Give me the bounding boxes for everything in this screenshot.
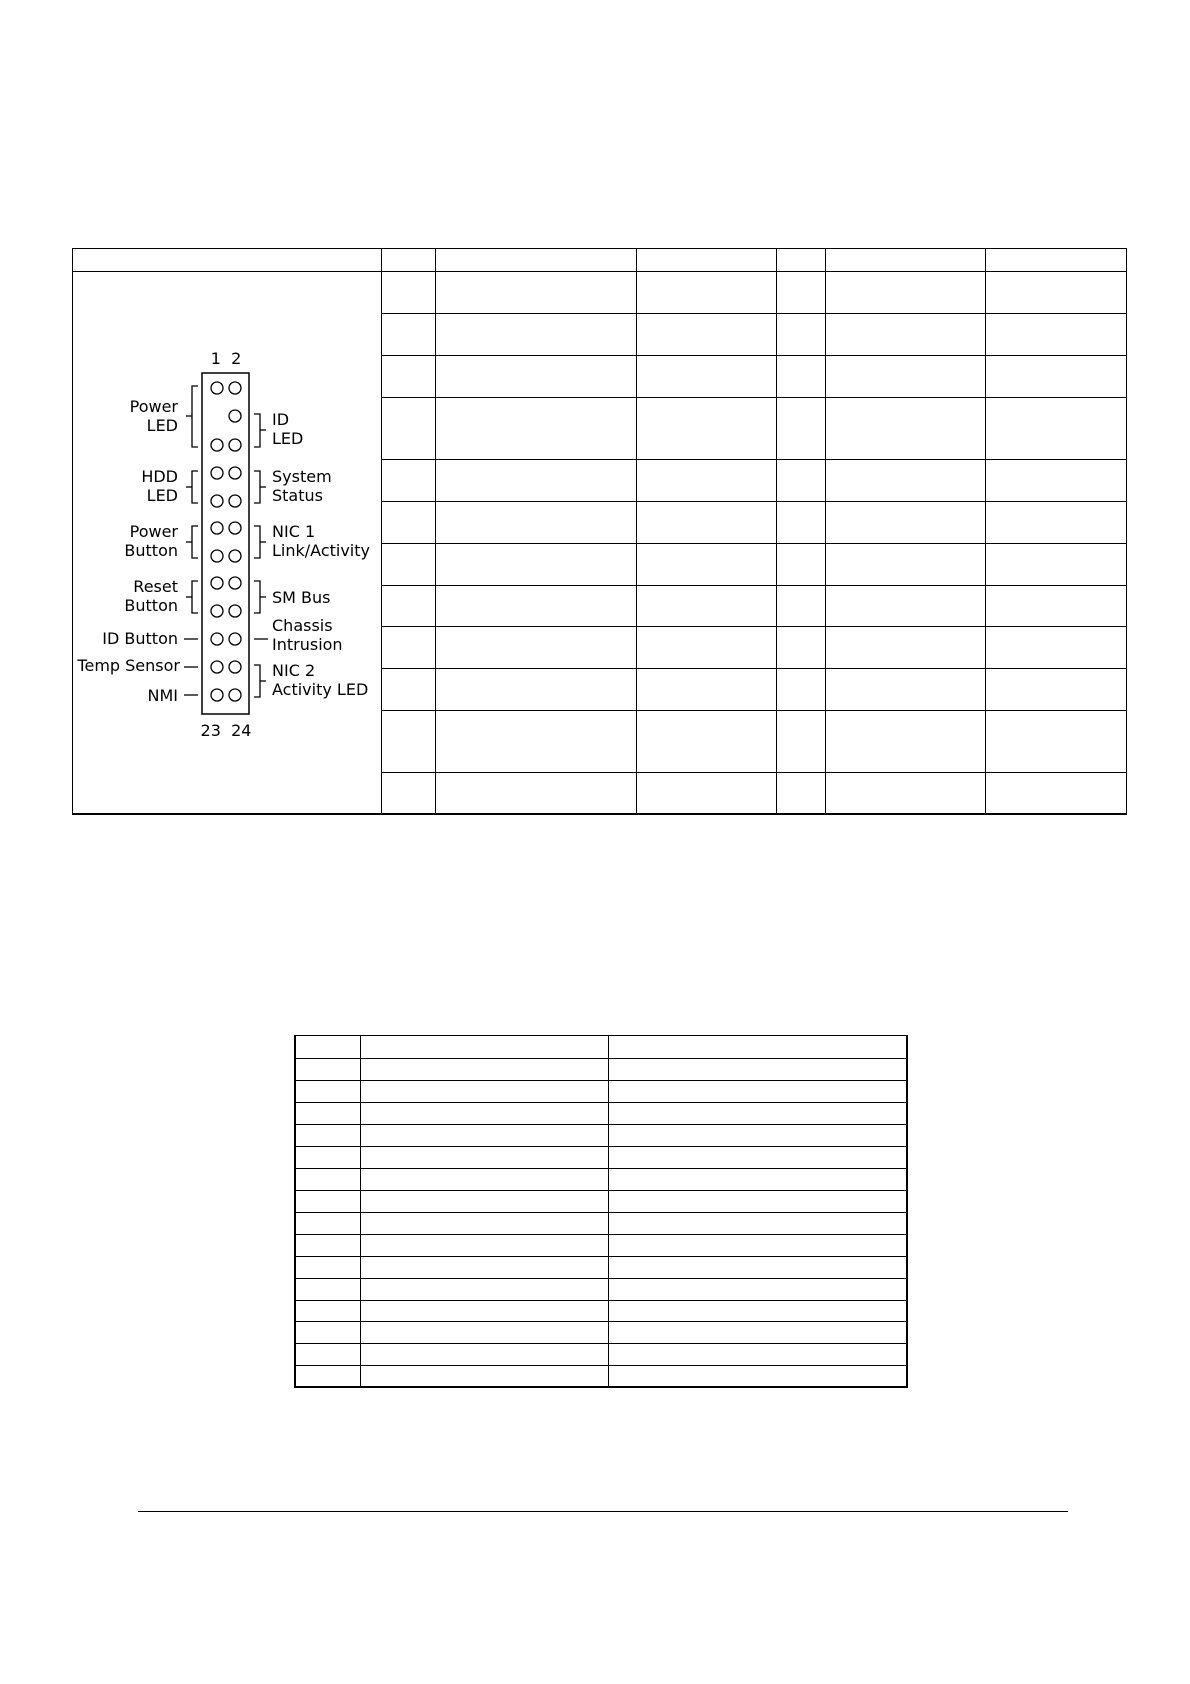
table2-row-divider [294, 1234, 907, 1235]
connector-pins [211, 382, 241, 701]
footer-rule [138, 1511, 1068, 1512]
table-row-divider [381, 459, 1127, 460]
pin-12 [229, 522, 241, 534]
table-row-divider [381, 397, 1127, 398]
table-border-top [72, 248, 1127, 249]
label-hdd-led: HDD [141, 467, 178, 486]
table2-border-bottom [294, 1386, 907, 1388]
bottom-pin-numbers: 23 24 [200, 721, 252, 740]
pin-5 [211, 439, 223, 451]
table-row-divider [381, 710, 1127, 711]
pin-20 [229, 633, 241, 645]
table-row-divider [381, 501, 1127, 502]
table-col-divider [825, 248, 826, 814]
table2-row-divider [294, 1124, 907, 1125]
table-row-divider [381, 355, 1127, 356]
table2-row-divider [294, 1058, 907, 1059]
pin-2 [229, 382, 241, 394]
table2-row-divider [294, 1080, 907, 1081]
pin-19 [211, 633, 223, 645]
right-labels [272, 410, 370, 699]
label-nic1-2: Link/Activity [272, 541, 370, 560]
label-power-led: Power [129, 397, 178, 416]
label-system-status-2: Status [272, 486, 323, 505]
table-row-divider [381, 668, 1127, 669]
label-system-status: System [272, 467, 332, 486]
table-row-divider [381, 772, 1127, 773]
table2-row-divider [294, 1168, 907, 1169]
pin-14 [229, 550, 241, 562]
table-row-divider [381, 313, 1127, 314]
table2-row-divider [294, 1278, 907, 1279]
table-col-divider [636, 248, 637, 814]
table2-row-divider [294, 1365, 907, 1366]
table2-row-divider [294, 1190, 907, 1191]
left-brackets [184, 386, 198, 695]
label-id-button: ID Button [102, 629, 178, 648]
label-nic1: NIC 1 [272, 522, 316, 541]
label-power-led-2: LED [146, 416, 178, 435]
front-panel-header-diagram [72, 272, 380, 812]
table2-border-top [294, 1035, 907, 1036]
label-power-button-2: Button [124, 541, 178, 560]
pin-9 [211, 495, 223, 507]
table-col-divider [985, 248, 986, 814]
pin-7 [211, 467, 223, 479]
table-row-divider [381, 585, 1127, 586]
table2-row-divider [294, 1300, 907, 1301]
pin-15 [211, 577, 223, 589]
right-brackets [254, 414, 268, 697]
table2-row-divider [294, 1212, 907, 1213]
pin-21 [211, 661, 223, 673]
pin-17 [211, 605, 223, 617]
top-pin-numbers: 1 2 [210, 349, 242, 368]
label-temp-sensor: Temp Sensor [77, 656, 180, 675]
table2-row-divider [294, 1146, 907, 1147]
table-row-divider [381, 543, 1127, 544]
table-col-divider [381, 248, 382, 814]
table2-row-divider [294, 1256, 907, 1257]
pin-10 [229, 495, 241, 507]
table2-row-divider [294, 1343, 907, 1344]
table-col-divider [776, 248, 777, 814]
left-labels [76, 397, 180, 705]
label-id-led: ID [272, 410, 290, 429]
pin-23 [211, 689, 223, 701]
label-reset-button: Reset [133, 577, 178, 596]
pin-16 [229, 577, 241, 589]
label-chassis-intrusion: Chassis [272, 616, 333, 635]
pin-22 [229, 661, 241, 673]
connector-body [202, 373, 249, 714]
pin-8 [229, 467, 241, 479]
label-chassis-intrusion-2: Intrusion [272, 635, 343, 654]
label-reset-button-2: Button [124, 596, 178, 615]
pin-6 [229, 439, 241, 451]
pin-4 [229, 410, 241, 422]
table-border-right [1126, 248, 1127, 814]
pin-13 [211, 550, 223, 562]
label-nic2: NIC 2 [272, 661, 316, 680]
label-nmi: NMI [147, 686, 178, 705]
pin-11 [211, 522, 223, 534]
pin-24 [229, 689, 241, 701]
label-sm-bus: SM Bus [272, 588, 331, 607]
pin-18 [229, 605, 241, 617]
label-id-led-2: LED [272, 429, 304, 448]
table2-row-divider [294, 1102, 907, 1103]
label-power-button: Power [129, 522, 178, 541]
pin-1 [211, 382, 223, 394]
table-border-bottom [72, 813, 1127, 815]
label-hdd-led-2: LED [146, 486, 178, 505]
table-row-divider [381, 626, 1127, 627]
table2-row-divider [294, 1321, 907, 1322]
label-nic2-2: Activity LED [272, 680, 369, 699]
table-col-divider [435, 248, 436, 814]
